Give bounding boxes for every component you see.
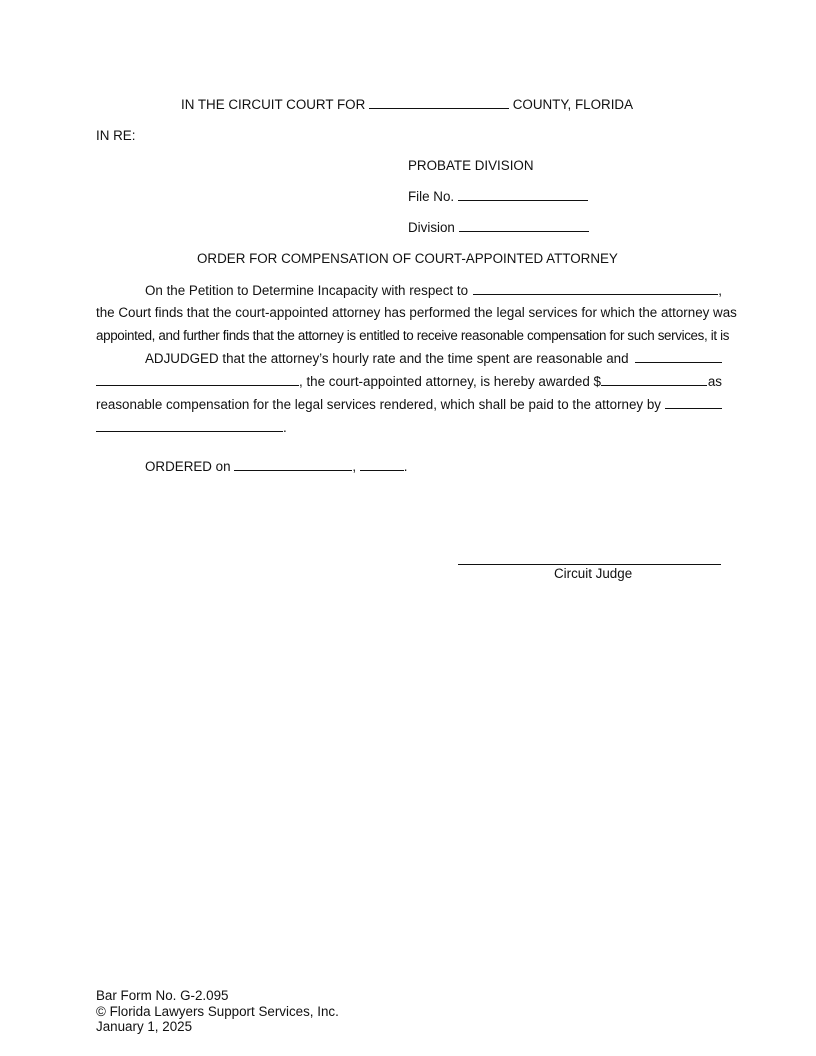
award-amount-blank[interactable] — [601, 374, 707, 386]
p2-line-4 — [96, 420, 287, 436]
ordered-on-row — [145, 459, 408, 475]
file-no-label: File No. — [408, 189, 455, 204]
form-footer — [96, 988, 339, 1035]
p2-line-3 — [96, 397, 722, 413]
probate-division-title: PROBATE DIVISION — [408, 158, 534, 173]
bar-form-number: Bar Form No. G-2.095 — [96, 988, 229, 1003]
court-prefix: IN THE CIRCUIT COURT FOR — [181, 97, 366, 112]
ordered-period: . — [403, 459, 408, 474]
p2-line-2-text: , the court-appointed attorney, is hereby awarded $ — [299, 374, 601, 389]
ward-name-blank[interactable] — [473, 283, 718, 295]
file-no-blank[interactable] — [458, 189, 588, 201]
ordered-year-blank[interactable] — [360, 459, 404, 471]
p2-line-1-text: ADJUDGED that the attorney’s hourly rate and the time spent are reasonable and — [145, 351, 629, 366]
order-title: ORDER FOR COMPENSATION OF COURT-APPOINTED ATTORNEY — [197, 251, 618, 266]
p1-line-2: the Court finds that the court-appointed attorney has performed the legal services for which the attorney was — [96, 305, 737, 320]
payor-blank-a[interactable] — [665, 397, 722, 409]
division-row — [408, 220, 589, 236]
court-suffix: COUNTY, FLORIDA — [512, 97, 634, 112]
p2-line-3-text: reasonable compensation for the legal services rendered, which shall be paid to the attorney by — [96, 397, 661, 412]
division-label: Division — [408, 220, 455, 235]
p2-line-4-period: . — [283, 420, 287, 435]
file-no-row — [408, 189, 588, 205]
in-re-label: IN RE: — [96, 128, 136, 143]
form-date: January 1, 2025 — [96, 1019, 193, 1034]
p2-line-2-as: as — [707, 374, 722, 389]
court-heading — [181, 97, 633, 113]
division-blank[interactable] — [459, 220, 589, 232]
p1-line-1-text: On the Petition to Determine Incapacity with respect to — [145, 283, 469, 298]
p1-line-3: appointed, and further finds that the attorney is entitled to receive reasonable compensation for such services, it is — [96, 328, 730, 343]
p1-line-1-comma: , — [718, 283, 722, 298]
attorney-name-blank-b[interactable] — [96, 374, 299, 386]
ordered-comma: , — [352, 459, 357, 474]
ordered-date-blank[interactable] — [234, 459, 352, 471]
circuit-judge-label: Circuit Judge — [554, 566, 633, 581]
copyright-notice: © Florida Lawyers Support Services, Inc. — [96, 1003, 339, 1019]
payor-blank-b[interactable] — [96, 420, 283, 432]
county-blank[interactable] — [369, 97, 509, 109]
p2-line-1 — [145, 351, 722, 367]
p2-line-2 — [96, 374, 722, 390]
signature-line[interactable] — [458, 564, 721, 565]
p1-line-1 — [145, 283, 722, 299]
attorney-name-blank-a[interactable] — [635, 351, 722, 363]
ordered-on-label: ORDERED on — [145, 459, 231, 474]
